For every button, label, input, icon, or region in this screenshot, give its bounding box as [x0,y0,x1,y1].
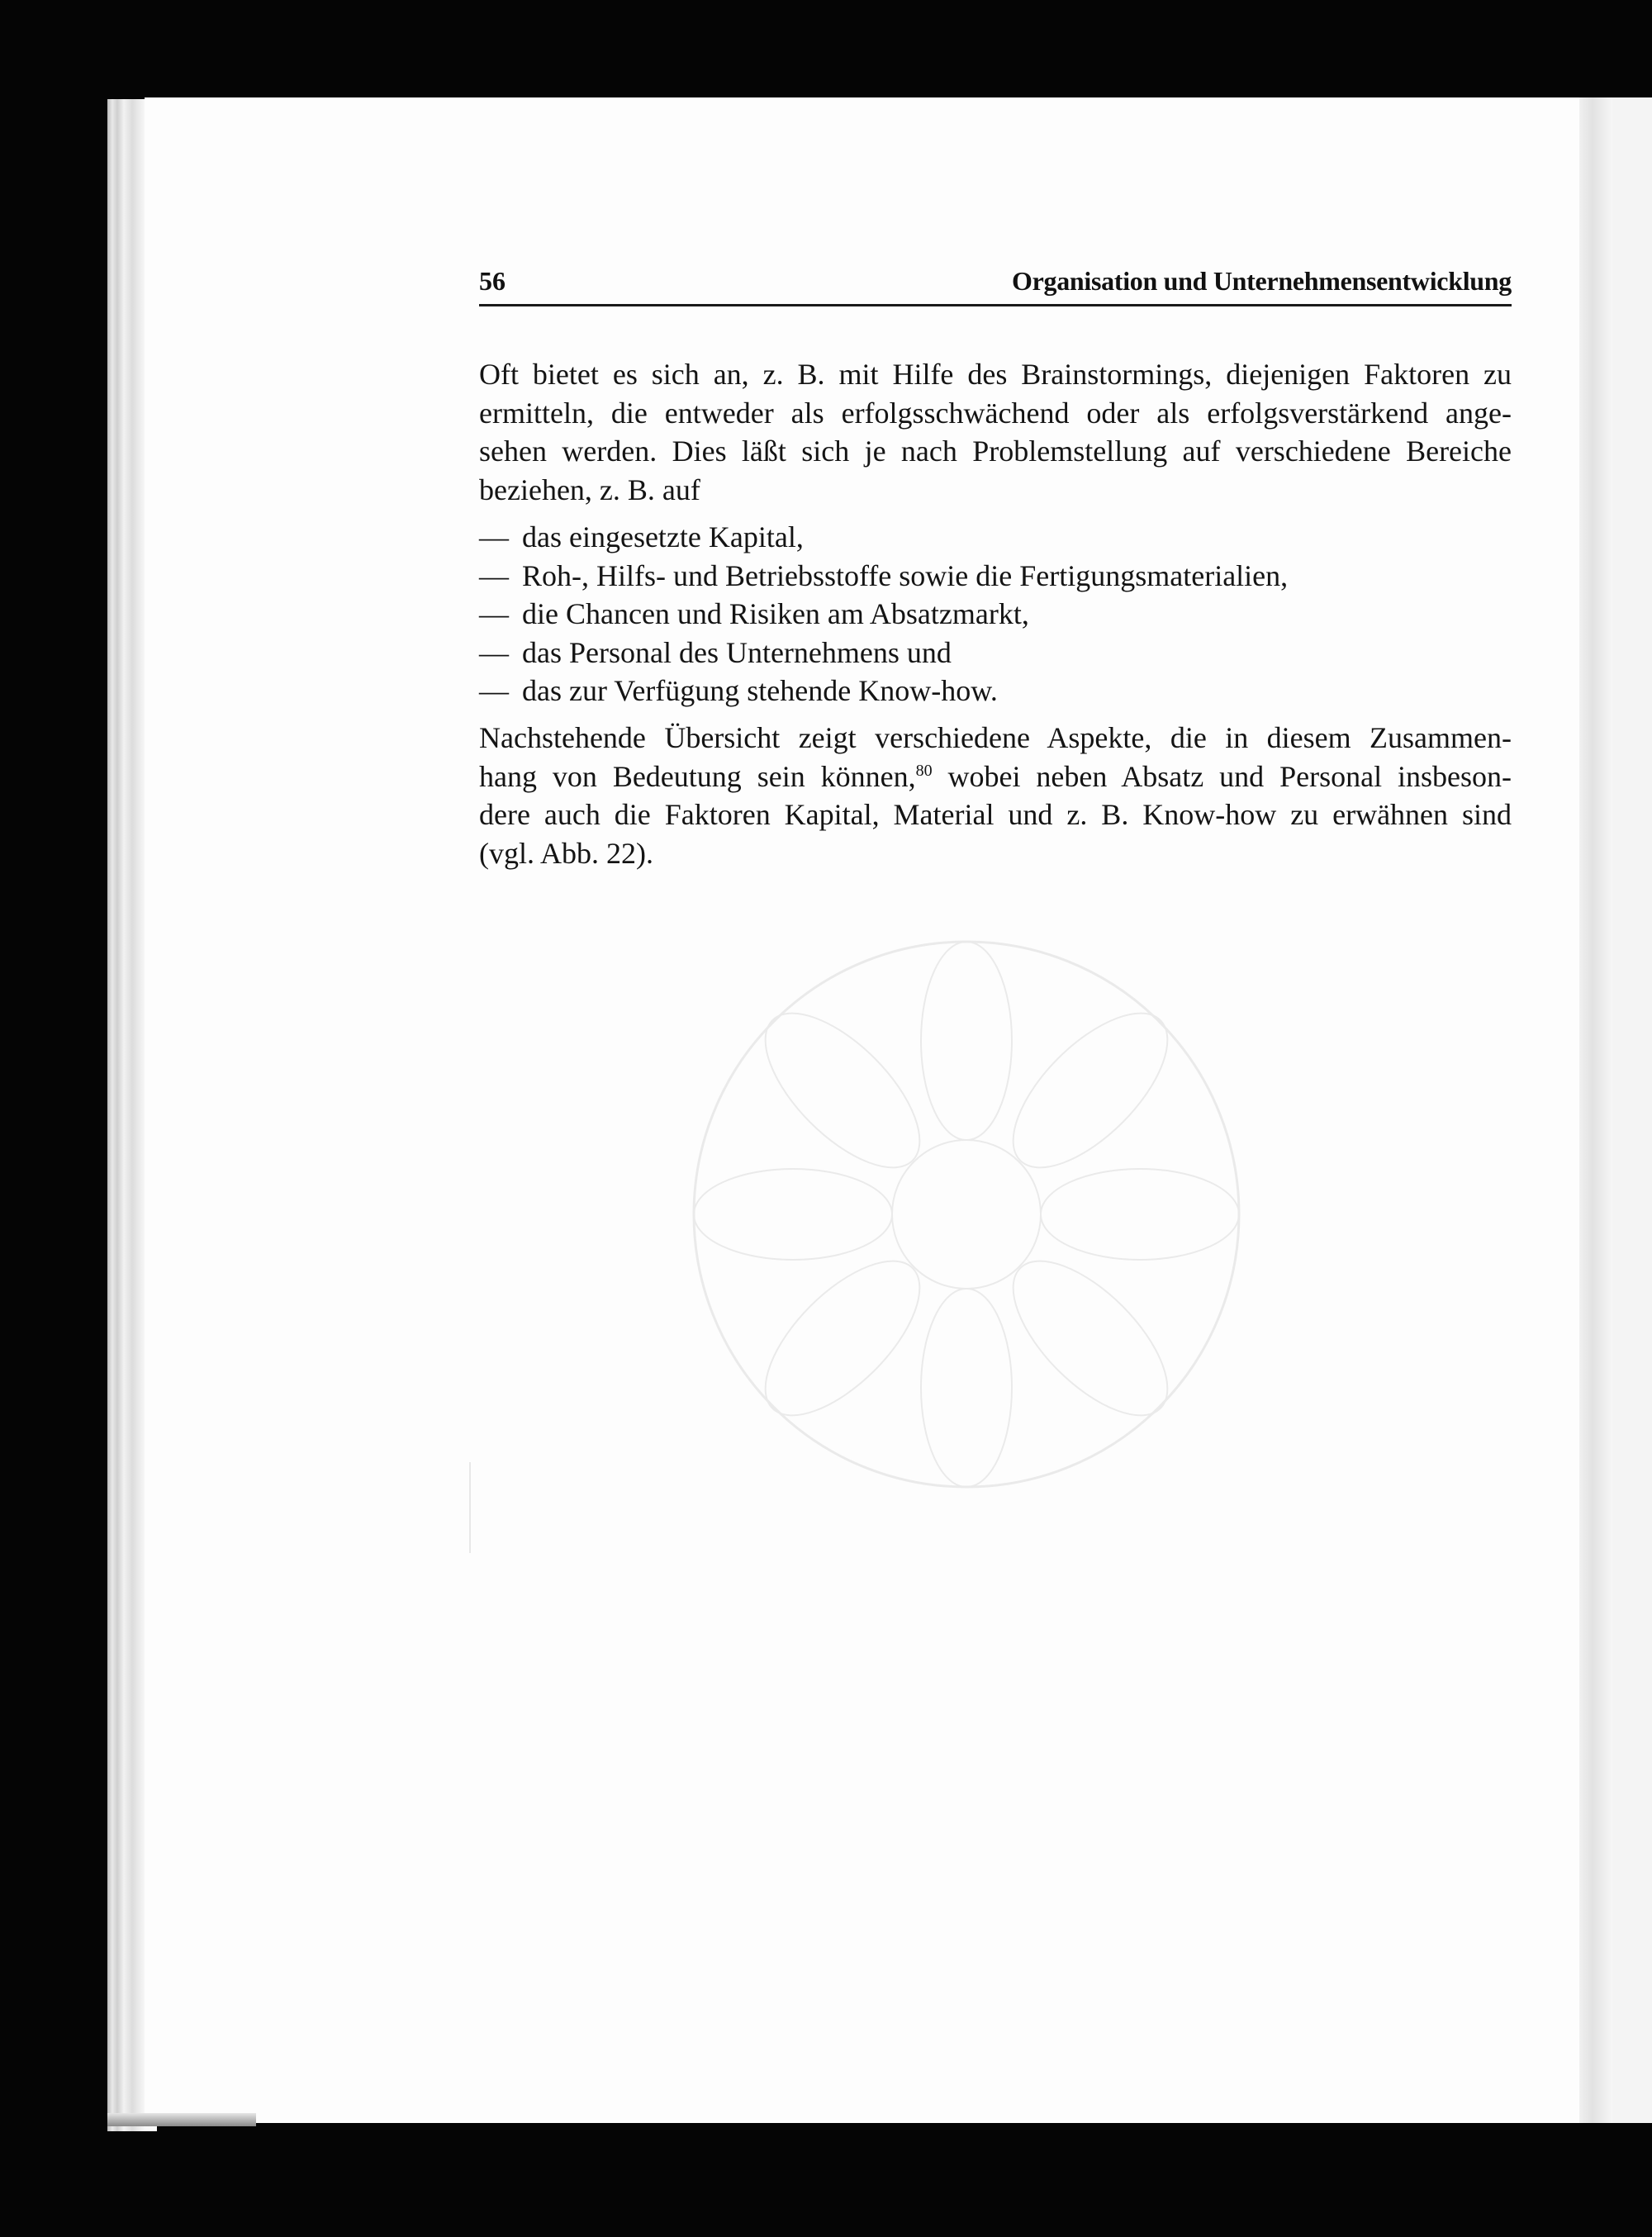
reverse-page-showthrough [595,826,1338,1603]
text-segment: wobei neben Absatz und Personal insbeson- [932,759,1512,793]
list-dash: — [479,558,509,592]
list-dash: — [479,597,509,630]
list-dash: — [479,635,509,669]
factor-list [479,518,1512,710]
page-gutter-shadow [1579,97,1612,2123]
facing-page-edge [1612,97,1652,2123]
list-item-text: die Chancen und Risiken am Absatzmarkt, [522,597,1029,630]
text-line: ermitteln, die entweder als erfolgsschwächend oder als erfolgsverstärkend ange- [479,396,1512,430]
margin-mark [469,1462,471,1553]
text-segment: hang von Bedeutung sein können, [479,759,916,793]
text-line: dere auch die Faktoren Kapital, Material und z. B. Know-how zu erwähnen sind [479,798,1512,831]
list-item-text: das Personal des Unternehmens und [522,635,952,669]
text-line: (vgl. Abb. 22). [479,836,653,870]
paragraph-intro [479,355,1512,509]
list-item-text: das zur Verfügung stehende Know-how. [522,674,998,707]
paragraph-overview [479,719,1512,872]
text-line: sehen werden. Dies läßt sich je nach Problemstellung auf verschiedene Bereiche [479,435,1512,468]
list-dash: — [479,674,509,707]
footnote-reference[interactable]: 80 [915,761,933,780]
page-header [479,266,1512,306]
text-line-with-footnote [479,758,1512,796]
text-line: Nachstehende Übersicht zeigt verschiedene Aspekte, die in diesem Zusammen- [479,721,1512,754]
list-item [479,557,1512,596]
text-line: Oft bietet es sich an, z. B. mit Hilfe des Brainstormings, diejenigen Faktoren zu [479,358,1512,391]
list-item [479,634,1512,672]
list-item [479,672,1512,710]
list-dash: — [479,520,509,553]
running-head: Organisation und Unternehmensentwicklung [1012,266,1512,296]
page-number: 56 [479,266,506,296]
list-item [479,595,1512,634]
page-bottom-edge [107,2113,256,2126]
list-item-text: das eingesetzte Kapital, [522,520,804,553]
text-line: beziehen, z. B. auf [479,473,700,506]
list-item [479,518,1512,557]
list-item-text: Roh-, Hilfs- und Betriebsstoffe sowie die Fertigungsmaterialien, [522,558,1289,592]
